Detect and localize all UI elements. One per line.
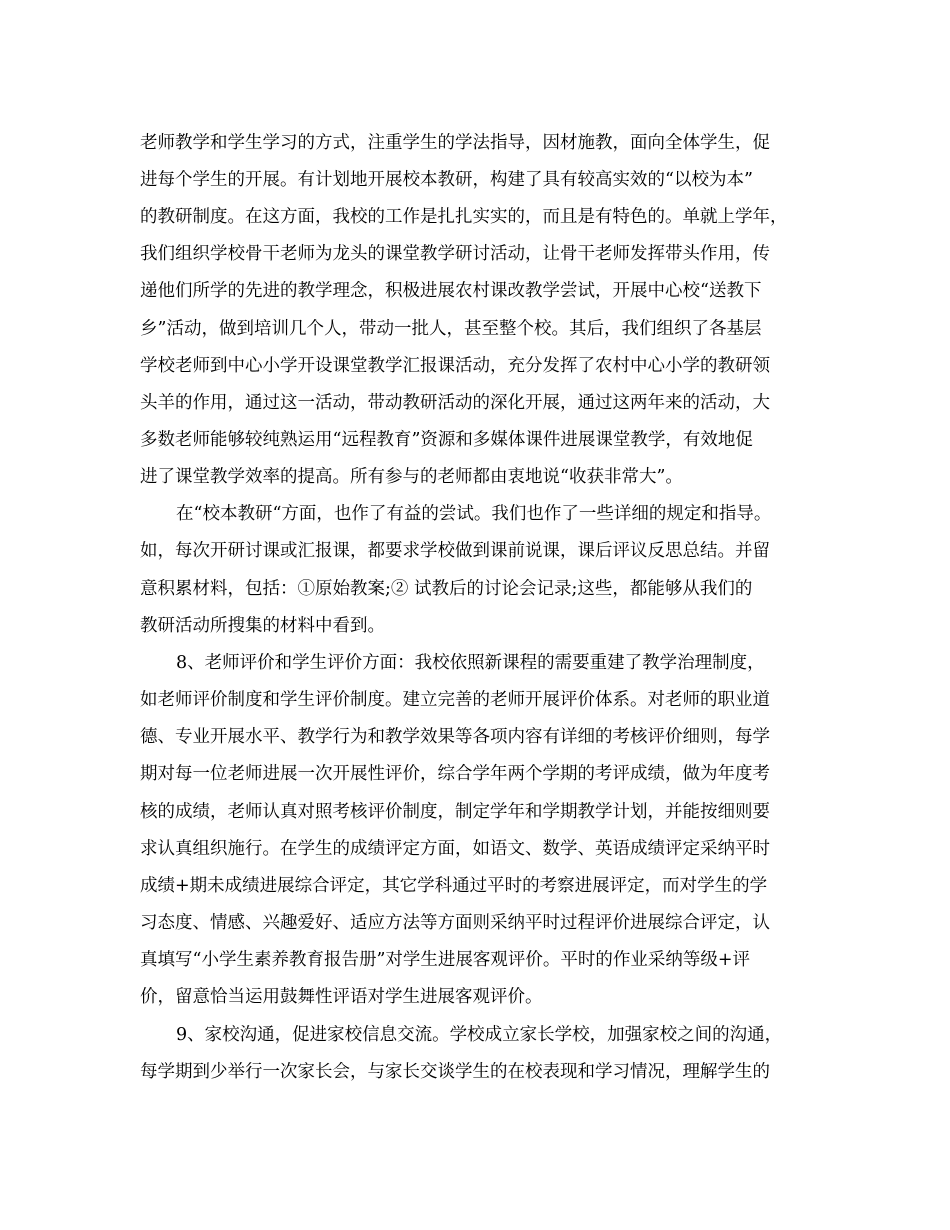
text-line: 乡”活动，做到培训几个人，带动一批人，甚至整个校。其后，我们组织了各基层 xyxy=(140,319,762,339)
text-line: 我们组织学校骨干老师为龙头的课堂教学研讨活动，让骨干老师发挥带头作用，传 xyxy=(140,244,770,264)
text-line: 进了课堂教学效率的提高。所有参与的老师都由衷地说“收获非常大”。 xyxy=(140,467,683,487)
text-line: 如，每次开研讨课或汇报课，都要求学校做到课前说课，课后评议反思总结。并留 xyxy=(140,541,770,561)
paragraph-first-line: 9、家校沟通，促进家校信息交流。学校成立家长学校，加强家校之间的沟通， xyxy=(176,1025,783,1045)
text-line: 进每个学生的开展。有计划地开展校本教研，构建了具有较高实效的“以校为本” xyxy=(140,170,753,190)
text-line: 求认真组织施行。在学生的成绩评定方面，如语文、数学、英语成绩评定采纳平时 xyxy=(140,839,770,859)
text-line: 意积累材料，包括：①原始教案;② 试教后的讨论会记录;这些，都能够从我们的 xyxy=(140,579,753,599)
text-line: 老师教学和学生学习的方式，注重学生的学法指导，因材施教，面向全体学生，促 xyxy=(140,133,770,153)
text-line: 递他们所学的先进的教学理念，积极进展农村课改教学尝试，开展中心校“送教下 xyxy=(140,281,762,301)
text-line: 头羊的作用，通过这一活动，带动教研活动的深化开展，通过这两年来的活动，大 xyxy=(140,393,770,413)
text-line: 期对每一位老师进展一次开展性评价，综合学年两个学期的考评成绩，做为年度考 xyxy=(140,764,770,784)
text-line: 价，留意恰当运用鼓舞性评语对学生进展客观评价。 xyxy=(140,987,543,1007)
text-line: 德、专业开展水平、教学行为和教学效果等各项内容有详细的考核评价细则，每学 xyxy=(140,727,770,747)
text-line: 成绩+期未成绩进展综合评定，其它学科通过平时的考察进展评定，而对学生的学 xyxy=(140,876,768,896)
text-line: 学校老师到中心小学开设课堂教学汇报课活动，充分发挥了农村中心小学的教研领 xyxy=(140,356,770,376)
text-line: 每学期到少举行一次家长会，与家长交谈学生的在校表现和学习情况，理解学生的 xyxy=(140,1062,770,1082)
text-line: 习态度、情感、兴趣爱好、适应方法等方面则采纳平时过程评价进展综合评定，认 xyxy=(140,913,770,933)
text-line: 多数老师能够较纯熟运用“远程教育”资源和多媒体课件进展课堂教学，有效地促 xyxy=(140,430,753,450)
paragraph-first-line: 在“校本教研“方面，也作了有益的尝试。我们也作了一些详细的规定和指导。 xyxy=(176,504,772,524)
text-line: 的教研制度。在这方面，我校的工作是扎扎实实的，而且是有特色的。单就上学年， xyxy=(140,207,788,227)
text-line: 如老师评价制度和学生评价制度。建立完善的老师开展评价体系。对老师的职业道 xyxy=(140,690,770,710)
text-line: 真填写“小学生素养教育报告册”对学生进展客观评价。平时的作业采纳等级+评 xyxy=(140,950,751,970)
paragraph-first-line: 8、老师评价和学生评价方面：我校依照新课程的需要重建了教学治理制度， xyxy=(176,653,765,673)
text-line: 教研活动所搜集的材料中看到。 xyxy=(140,616,385,636)
text-line: 核的成绩，老师认真对照考核评价制度，制定学年和学期教学计划，并能按细则要 xyxy=(140,802,770,822)
